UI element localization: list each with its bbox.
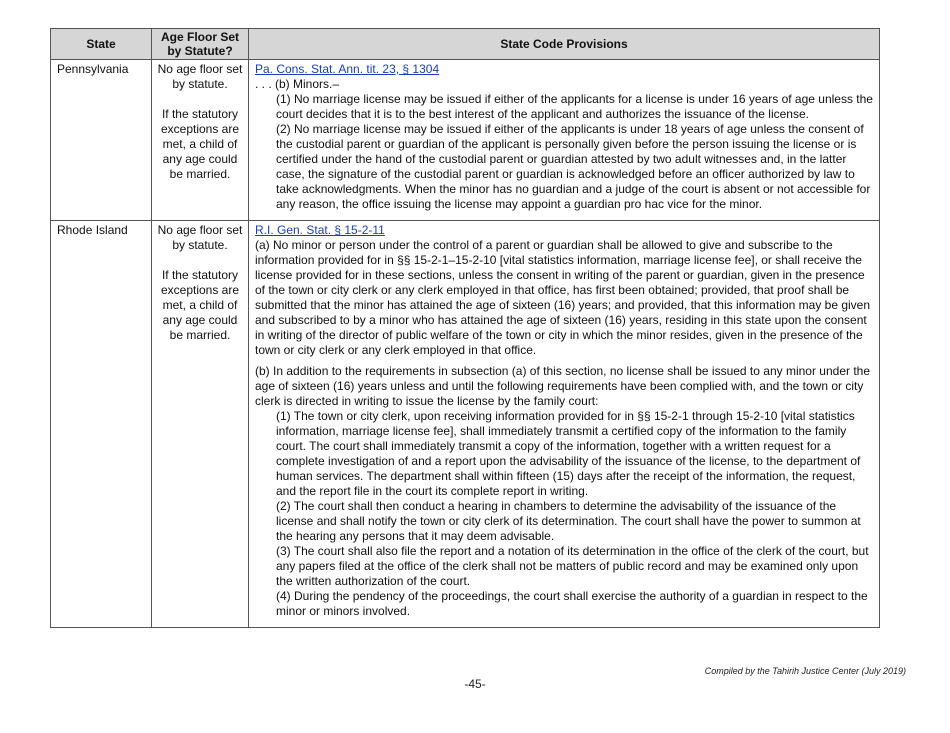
statute-citation-link[interactable]: Pa. Cons. Stat. Ann. tit. 23, § 1304: [255, 62, 440, 76]
age-floor-exception: If the statutory exceptions are met, a child of any age could be married.: [160, 107, 240, 181]
table-row-pennsylvania: [51, 60, 880, 221]
state-name: Pennsylvania: [51, 60, 152, 221]
provisions-cell: [249, 60, 880, 221]
page-number: -45-: [464, 677, 486, 691]
provision-paragraph: (b) In addition to the requirements in subsection (a) of this section, no license shall be issued to any minor under the age of sixteen (16) years unless and until the following requirements have been complied with, and the town or city clerk is directed in writing to issue the license by the family court:: [255, 364, 871, 408]
statute-citation-link[interactable]: R.I. Gen. Stat. § 15-2-11: [255, 223, 385, 237]
header-state: State: [51, 29, 152, 60]
age-floor-note: No age floor set by statute.: [157, 62, 243, 91]
table-row-rhode-island: [51, 221, 880, 628]
header-provisions: State Code Provisions: [249, 29, 880, 60]
compiled-by-credit: Compiled by the Tahirih Justice Center (July 2019): [704, 666, 906, 676]
provision-paragraph: (3) The court shall also file the report and a notation of its determination in the office of the clerk of the court, but any papers filed at the office of the clerk shall not be matters of public record and may be examined only upon the written authorization of the court.: [276, 544, 869, 588]
state-code-table: [50, 28, 880, 628]
provisions-cell: [249, 221, 880, 628]
provision-paragraph: (2) No marriage license may be issued if either of the applicants is under 18 years of age unless the consent of the custodial parent or guardian of the applicant is personally given before the person issuing the license or is certified under the hand of the custodial parent or guardian attested by two adult witnesses and, in the latter case, the signature of the custodial parent or guardian is acknowledged before an officer authorized by law to take acknowledgments. When the minor has no guardian and a judge of the court is absent or not accessible for any reason, the office issuing the license may appoint a guardian pro hac vice for the minor.: [276, 122, 871, 211]
age-floor-exception: If the statutory exceptions are met, a child of any age could be married.: [160, 268, 240, 342]
provision-paragraph: (2) The court shall then conduct a hearing in chambers to determine the advisability of the issuance of the license and shall notify the town or city clerk of its determination. The court shall have the power to summon at the hearing any persons that it may deem advisable.: [276, 499, 861, 543]
age-floor-note: No age floor set by statute.: [157, 223, 243, 252]
state-name: Rhode Island: [51, 221, 152, 628]
table-header-row: [51, 29, 880, 60]
header-age-floor: Age Floor Set by Statute?: [152, 29, 249, 60]
age-floor-cell: [152, 221, 249, 628]
provision-paragraph: (4) During the pendency of the proceedings, the court shall exercise the authority of a guardian in respect to the minor or minors involved.: [276, 589, 868, 618]
age-floor-cell: [152, 60, 249, 221]
provision-paragraph: (a) No minor or person under the control of a parent or guardian shall be allowed to give and subscribe to the information provided for in §§ 15-2-1–15-2-10 [vital statistics information, marriage license fee], or shall receive the license provided for in these sections, unless the consent in writing of the parent or guardian, given in the presence of the town or city clerk or any clerk employed in that office, has first been obtained; provided, that proof shall be submitted that the minor has attained the age of sixteen (16) years; and provided, that this information may be given and subscribed to by a minor who has attained the age of sixteen (16) years, residing in this state upon the consent in writing of the director of public welfare of the town or city in which the minor resides, given in the presence of the town or city clerk or any clerk employed in that office.: [255, 238, 871, 357]
provision-paragraph: (1) No marriage license may be issued if either of the applicants for a license is under 16 years of age unless the court decides that it is to the best interest of the applicant and authorizes the issuance of the license.: [276, 92, 873, 121]
provision-paragraph: (1) The town or city clerk, upon receiving information provided for in §§ 15-2-1 through 15-2-10 [vital statistics information, marriage license fee], shall immediately transmit a certified copy of the information to the family court. The court shall immediately transmit a copy of the information, together with a written request for a complete investigation of and a report upon the advisability of the issuance of the license, to the department of human services. The department shall within fifteen (15) days after the receipt of the information, the request, and the report file in the court its complete report in writing.: [276, 409, 861, 498]
provision-paragraph: . . . (b) Minors.–: [255, 77, 340, 91]
